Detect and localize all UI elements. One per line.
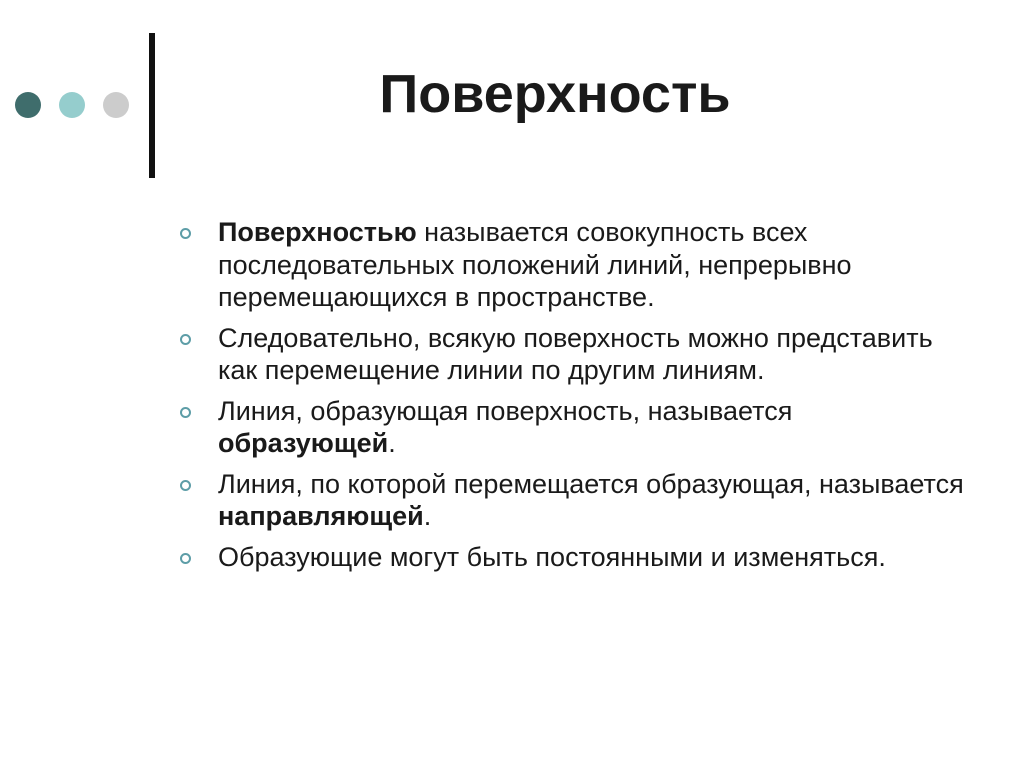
bullet-ring-icon xyxy=(180,228,191,239)
generatrix-period: . xyxy=(388,428,396,458)
bullet-list xyxy=(180,216,970,581)
decorative-dot-teal xyxy=(59,92,85,118)
bullet-ring-icon xyxy=(180,480,191,491)
bullet-ring-icon xyxy=(180,407,191,418)
term-directrix: направляющей xyxy=(218,501,424,531)
bullet-item-directrix xyxy=(180,468,970,533)
decorative-dot-dark xyxy=(15,92,41,118)
bullet-item-generatrix xyxy=(180,395,970,460)
bullet-item-consequence xyxy=(180,322,970,387)
generatrix-text: Линия, образующая поверхность, называется xyxy=(218,395,793,426)
slide-title: Поверхность xyxy=(379,64,731,124)
bullet-item-variability xyxy=(180,541,970,574)
bullet-ring-icon xyxy=(180,553,191,564)
directrix-period: . xyxy=(423,501,432,531)
consequence-text: Следовательно, всякую поверхность можно представить как перемещение линии по другим линиям. xyxy=(218,322,933,385)
title-divider-line xyxy=(149,33,155,178)
directrix-text: Линия, по которой перемещается образующая, называется xyxy=(218,468,964,499)
definition-text: называется совокупность всех последовательных положений линий, непрерывно перемещающихся в пространстве. xyxy=(218,217,852,312)
term-surface: Поверхностью xyxy=(218,217,417,247)
term-generatrix: образующей xyxy=(218,428,389,458)
decorative-dot-gray xyxy=(103,92,129,118)
variability-text: Образующие могут быть постоянными и изменяться. xyxy=(218,541,886,572)
bullet-ring-icon xyxy=(180,334,191,345)
bullet-item-definition xyxy=(180,216,970,314)
